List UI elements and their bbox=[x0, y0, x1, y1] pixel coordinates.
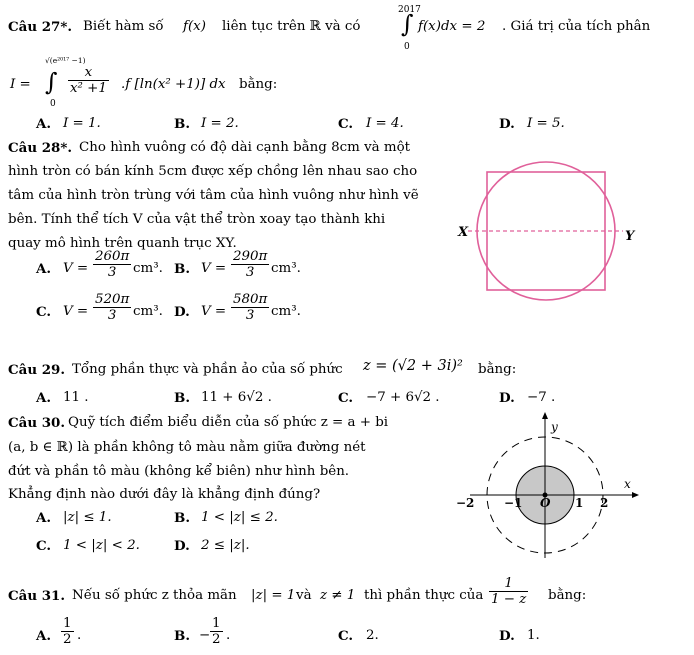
answer-31-c[interactable]: 2. bbox=[366, 628, 379, 643]
question-30-line-1: Quỹ tích điểm biểu diễn của số phức z = a + bi bbox=[68, 415, 389, 430]
question-29-label: Câu 29. bbox=[8, 362, 66, 378]
tick-label-neg1: −1 bbox=[504, 496, 523, 510]
integral-sign: ∫ bbox=[45, 68, 58, 96]
answer-28-a-fraction[interactable] bbox=[92, 249, 132, 280]
answer-27-b-letter[interactable]: B. bbox=[174, 116, 190, 132]
answer-28-d-lhs[interactable]: V = bbox=[201, 304, 227, 319]
answer-28-a-letter[interactable]: A. bbox=[36, 261, 52, 277]
fraction-denominator: 3 bbox=[245, 308, 255, 323]
integral-sign: ∫ bbox=[401, 10, 414, 38]
question-31-fraction bbox=[488, 576, 529, 607]
answer-29-b-letter[interactable]: B. bbox=[174, 390, 190, 406]
answer-31-a-letter[interactable]: A. bbox=[36, 628, 52, 644]
y-axis-label: y bbox=[551, 420, 558, 434]
answer-31-c-letter[interactable]: C. bbox=[338, 628, 354, 644]
answer-31-b-fraction[interactable] bbox=[209, 616, 224, 647]
answer-27-d-letter[interactable]: D. bbox=[499, 116, 515, 132]
answer-28-d-unit: cm³. bbox=[271, 304, 301, 319]
fraction-denominator: 3 bbox=[107, 265, 117, 280]
answer-31-b-sign: − bbox=[199, 628, 211, 643]
tick-label-2: 2 bbox=[600, 496, 609, 510]
answer-28-d-fraction[interactable] bbox=[230, 292, 270, 323]
answer-30-b[interactable]: 1 < |z| ≤ 2. bbox=[201, 510, 278, 525]
question-31-text-b: thì phần thực của bbox=[364, 588, 484, 603]
question-27-label: Câu 27*. bbox=[8, 19, 73, 35]
axis-label-x: X bbox=[458, 225, 469, 240]
question-31-and: và bbox=[296, 588, 312, 603]
fraction-numerator: 520π bbox=[95, 292, 130, 307]
question-30-line-2: (a, b ∈ ℝ) là phần không tô màu nằm giữa đường nét bbox=[8, 440, 366, 455]
answer-28-c-letter[interactable]: C. bbox=[36, 304, 52, 320]
question-27-text-b: liên tục trên ℝ và có bbox=[222, 19, 361, 34]
answer-31-b-end: . bbox=[226, 628, 231, 643]
integral-I-fraction bbox=[67, 65, 110, 96]
question-28-line-3: tâm của hình tròn trùng với tâm của hình vuông như hình vẽ bbox=[8, 188, 419, 203]
y-axis-arrow bbox=[542, 412, 548, 419]
fraction-denominator: 3 bbox=[245, 265, 255, 280]
fraction-numerator: 580π bbox=[233, 292, 268, 307]
question-30-label: Câu 30. bbox=[8, 415, 66, 431]
question-30-line-3: đứt và phần tô màu (không kể biên) như hình bên. bbox=[8, 464, 350, 479]
answer-27-c[interactable]: I = 4. bbox=[366, 116, 404, 131]
axis-label-y: Y bbox=[625, 229, 635, 244]
question-27-fx: f(x) bbox=[183, 19, 206, 34]
question-27-integrand: f(x)dx = 2 bbox=[418, 19, 486, 34]
tick-label-1: 1 bbox=[575, 496, 584, 510]
answer-28-c-lhs[interactable]: V = bbox=[63, 304, 89, 319]
question-27-text-c: . Giá trị của tích phân bbox=[502, 19, 651, 34]
x-axis-label: x bbox=[624, 477, 631, 491]
answer-28-b-letter[interactable]: B. bbox=[174, 261, 190, 277]
question-28-line-5: quay mô hình trên quanh trục XY. bbox=[8, 236, 237, 251]
answer-29-b[interactable]: 11 + 6√2 . bbox=[201, 390, 272, 405]
fraction-denominator: 2 bbox=[212, 632, 221, 647]
answer-29-a[interactable]: 11 . bbox=[63, 390, 89, 405]
answer-28-b-unit: cm³. bbox=[271, 261, 301, 276]
x-axis-arrow bbox=[632, 492, 639, 498]
integral-upper-limit: 2017 bbox=[398, 5, 421, 15]
question-31-condition-1: |z| = 1 bbox=[251, 588, 296, 603]
question-29-tail: bằng: bbox=[478, 362, 517, 377]
question-28-label: Câu 28*. bbox=[8, 140, 73, 156]
fraction-denominator: 1 − z bbox=[491, 592, 527, 607]
question-31-condition-2: z ≠ 1 bbox=[320, 588, 356, 603]
answer-28-b-lhs[interactable]: V = bbox=[201, 261, 227, 276]
fraction-numerator: 260π bbox=[95, 249, 130, 264]
fraction-numerator: 1 bbox=[212, 616, 221, 631]
answer-29-d-letter[interactable]: D. bbox=[499, 390, 515, 406]
question-28-line-4: bên. Tính thể tích V của vật thể tròn xoay tạo thành khi bbox=[8, 212, 386, 227]
answer-30-b-letter[interactable]: B. bbox=[174, 510, 190, 526]
answer-28-d-letter[interactable]: D. bbox=[174, 304, 190, 320]
fraction-numerator: 290π bbox=[233, 249, 268, 264]
answer-31-d-letter[interactable]: D. bbox=[499, 628, 515, 644]
answer-30-a-letter[interactable]: A. bbox=[36, 510, 52, 526]
fraction-numerator: x bbox=[68, 65, 109, 81]
annulus-figure bbox=[452, 410, 642, 560]
answer-28-c-unit: cm³. bbox=[133, 304, 163, 319]
integral-I-rest: .f [ln(x² +1)] dx bbox=[121, 77, 226, 92]
question-31-tail: bằng: bbox=[548, 588, 587, 603]
fraction-denominator: 2 bbox=[63, 632, 72, 647]
answer-28-c-fraction[interactable] bbox=[92, 292, 132, 323]
answer-30-c-letter[interactable]: C. bbox=[36, 538, 52, 554]
integral-lower-limit: 0 bbox=[404, 42, 410, 52]
question-31-label: Câu 31. bbox=[8, 588, 66, 604]
answer-27-d[interactable]: I = 5. bbox=[527, 116, 565, 131]
question-28-line-1: Cho hình vuông có độ dài cạnh bằng 8cm và một bbox=[79, 140, 411, 155]
integral-I-lhs: I = bbox=[10, 77, 31, 92]
question-30-line-4: Khẳng định nào dưới đây là khẳng định đúng? bbox=[8, 487, 321, 502]
origin-label: O bbox=[540, 496, 551, 510]
answer-31-a-fraction[interactable] bbox=[60, 616, 75, 647]
integral-I-upper-limit: √(e²⁰¹⁷ −1) bbox=[45, 56, 86, 65]
answer-30-a[interactable]: |z| ≤ 1. bbox=[63, 510, 112, 525]
answer-30-d[interactable]: 2 ≤ |z|. bbox=[201, 538, 250, 553]
answer-29-c-letter[interactable]: C. bbox=[338, 390, 354, 406]
answer-29-a-letter[interactable]: A. bbox=[36, 390, 52, 406]
answer-27-c-letter[interactable]: C. bbox=[338, 116, 354, 132]
answer-28-b-fraction[interactable] bbox=[230, 249, 270, 280]
answer-30-c[interactable]: 1 < |z| < 2. bbox=[63, 538, 140, 553]
answer-29-d[interactable]: −7 . bbox=[527, 390, 556, 405]
answer-27-a[interactable]: I = 1. bbox=[63, 116, 101, 131]
square-circle-figure bbox=[448, 158, 648, 308]
answer-31-d[interactable]: 1. bbox=[527, 628, 540, 643]
answer-29-c[interactable]: −7 + 6√2 . bbox=[366, 390, 440, 405]
answer-28-a-unit: cm³. bbox=[133, 261, 163, 276]
answer-27-a-letter[interactable]: A. bbox=[36, 116, 52, 132]
question-27-text-a: Biết hàm số bbox=[83, 19, 164, 34]
question-29-expression: z = (√2 + 3i)² bbox=[363, 358, 463, 374]
question-27-tail: bằng: bbox=[239, 77, 278, 92]
answer-28-a-lhs[interactable]: V = bbox=[63, 261, 89, 276]
answer-31-a-end: . bbox=[77, 628, 82, 643]
fraction-numerator: 1 bbox=[63, 616, 72, 631]
answer-27-b[interactable]: I = 2. bbox=[201, 116, 239, 131]
integral-I-lower-limit: 0 bbox=[50, 99, 56, 109]
fraction-denominator: 3 bbox=[107, 308, 117, 323]
question-29-text: Tổng phần thực và phần ảo của số phức bbox=[72, 362, 343, 377]
fraction-numerator: 1 bbox=[489, 576, 528, 592]
answer-30-d-letter[interactable]: D. bbox=[174, 538, 190, 554]
answer-31-b-letter[interactable]: B. bbox=[174, 628, 190, 644]
fraction-denominator: x² +1 bbox=[70, 81, 107, 96]
tick-label-neg2: −2 bbox=[456, 496, 475, 510]
question-28-line-2: hình tròn có bán kính 5cm được xếp chồng lên nhau sao cho bbox=[8, 164, 418, 179]
question-31-text-a: Nếu số phức z thỏa mãn bbox=[72, 588, 237, 603]
